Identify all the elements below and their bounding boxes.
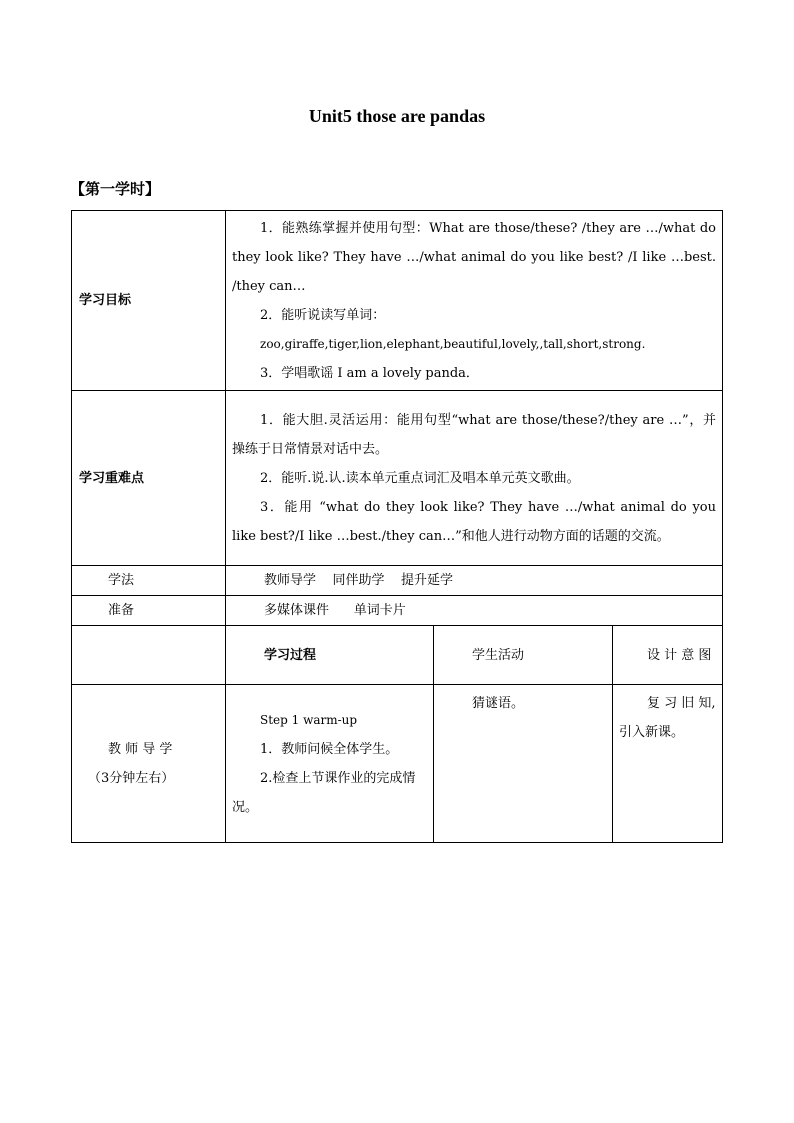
objective-item-3: 3．学唱歌谣 I am a lovely panda．: [260, 365, 479, 381]
objectives-row: [72, 211, 723, 391]
objectives-content: [226, 211, 723, 391]
prep-value: 多媒体课件 单词卡片: [226, 596, 723, 626]
method-row: [72, 566, 723, 596]
stage1-label-cell: [72, 685, 226, 843]
objective-vocabulary: zoo,giraffe,tiger,lion,elephant,beautiful,lovely,,tall,short,strong.: [260, 336, 646, 351]
keypoint-item-2: 2．能听.说.认.读本单元重点词汇及唱本单元英文歌曲。: [260, 470, 580, 486]
stage1-process-cell: [226, 685, 434, 843]
stage1-row: [72, 685, 723, 843]
objectives-label: 学习目标: [72, 211, 226, 391]
section-heading: 【第一学时】: [70, 180, 161, 198]
keypoints-content: [226, 391, 723, 566]
method-label: 学法: [72, 566, 226, 596]
prep-label: 准备: [72, 596, 226, 626]
document-title: Unit5 those are pandas: [308, 106, 486, 126]
stage1-line-1: 1．教师问候全体学生。: [260, 741, 399, 757]
prep-row: [72, 596, 723, 626]
header-empty-cell: [72, 626, 226, 685]
stage1-activity: 猜谜语。: [434, 685, 613, 843]
stage1-label: 教 师 导 学: [108, 741, 173, 757]
objective-item-1: 1．能熟练掌握并使用句型：What are those/these? /they are …/what do they look like? They have …/what animal do you like best? /I like …best. /they can…: [232, 220, 716, 294]
stage1-design: 复 习 旧 知,引入新课。: [613, 685, 723, 843]
lesson-plan-table: [71, 210, 723, 843]
activity-header: 学生活动: [434, 626, 613, 685]
design-header: 设 计 意 图: [613, 626, 723, 685]
stage1-line-2: 2.检查上节课作业的完成情况。: [232, 770, 416, 815]
keypoints-label: 学习重难点: [72, 391, 226, 566]
objective-item-2: 2．能听说读写单词：: [260, 307, 386, 323]
keypoint-item-3: 3．能用 “what do they look like? They have …/what animal do you like best?/I like …best./they can…”和他人进行动物方面的话题的交流。: [232, 499, 716, 544]
keypoint-item-1: 1．能大胆.灵活运用：能用句型“what are those/these?/they are …”，并 操练于日常情景对话中去。: [232, 412, 716, 457]
process-header: 学习过程: [226, 626, 434, 685]
method-value: 教师导学 同伴助学 提升延学: [226, 566, 723, 596]
stage1-step: Step 1 warm-up: [260, 712, 358, 727]
keypoints-row: [72, 391, 723, 566]
columns-header-row: [72, 626, 723, 685]
stage1-time: （3分钟左右）: [88, 770, 175, 786]
